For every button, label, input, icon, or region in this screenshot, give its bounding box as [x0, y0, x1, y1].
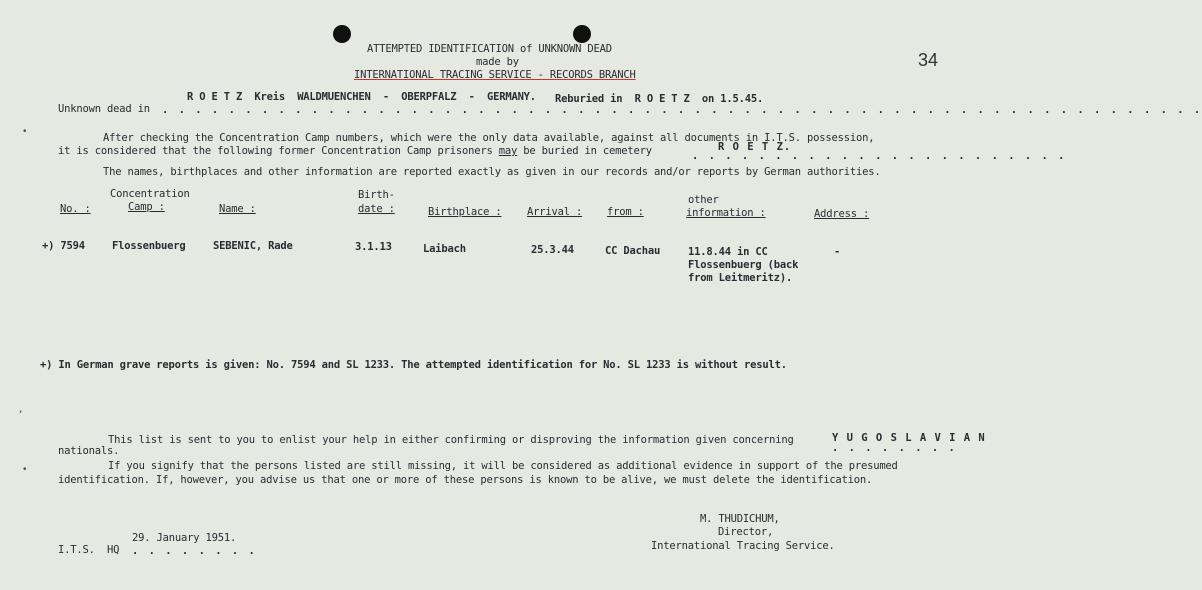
document-page: 34 ATTEMPTED IDENTIFICATION of UNKNOWN DEAD made by INTERNATIONAL TRACING SERVICE - RECORDS BRANCH R O E T Z Kreis WALDMUENCHEN - OBERPFALZ - GERMANY. Reburied in R O E T Z on 1.5.45. Unknown dead in . . . . . . . . . . . . . . . . . . . . . . . . . . . . . . . . . . . . . . . . . . . . . . . . . . . . . . . . . . . . . . . • After checking the Concentration Camp numbers, which were the only data available, against all documents in I.T.S. possession, it is considered that the following former Concentration Camp prisoners may be buried in cemetery R O E T Z. . . . . . . . . . . . . . . . . . . . . . . . The names, birthplaces and other information are reported exactly as given in our records and/or reports by German authorities. Concentration Birth- other No. : Camp : Name : date : Birthplace : Arrival : from : information : Address : +) 7594 Flossenbuerg SEBENIC, Rade 3.1.13 Laibach 25.3.44 CC Dachau 11.8.44 in CC Flossenbuerg (back from Leitmeritz). - +) In German grave reports is given: No. 7594 and SL 1233. The attempted identification for No. SL 1233 is without result. , • This list is sent to you to enlist your help in either confirming or disproving the information given concerning Y U G O S L A V I A N . . . . . . . . nationals. If you signify that the persons listed are still missing, it will be considered as additional evidence in support of the presumed identification. If, however, you advise us that one or more of these persons is known to be alive, we must delete the identification. 29. January 1951. I.T.S. HQ . . . . . . . . M. THUDICHUM, Director, International Tracing Service. [0, 0, 1000, 590]
header-from: from : [607, 206, 644, 218]
header-birth-top: Birth- [358, 189, 395, 201]
row-name: SEBENIC, Rade [213, 240, 293, 252]
punch-hole-right [573, 25, 591, 43]
header-other-top: other [688, 194, 719, 206]
dotted-leader-4: . . . . . . . . [132, 545, 257, 557]
page-number: 34 [918, 50, 939, 70]
doc-title: ATTEMPTED IDENTIFICATION of UNKNOWN DEAD [367, 43, 612, 55]
closing-line2: If you signify that the persons listed are still missing, it will be considered as additional evidence in support of the presumed [108, 460, 898, 472]
intro-line1: After checking the Concentration Camp numbers, which were the only data available, against all documents in I.T.S. possession, [103, 132, 875, 144]
signer-service: International Tracing Service. [651, 540, 835, 552]
footnote: +) In German grave reports is given: No. 7594 and SL 1233. The attempted identification for No. SL 1233 is without result. [40, 359, 787, 371]
org-name: INTERNATIONAL TRACING SERVICE - RECORDS BRANCH [354, 69, 636, 81]
signer-name: M. THUDICHUM, [700, 513, 780, 525]
header-camp-top: Concentration [110, 188, 190, 200]
header-birthdate: date : [358, 203, 395, 215]
unknown-dead-label: Unknown dead in [58, 103, 150, 115]
header-camp: Camp : [128, 201, 165, 213]
header-other: information : [686, 207, 766, 219]
header-birthplace: Birthplace : [428, 206, 502, 218]
its-hq: I.T.S. HQ [58, 544, 120, 556]
made-by: made by [476, 56, 519, 68]
row-address: - [834, 246, 841, 258]
row-info-1: 11.8.44 in CC [688, 246, 768, 258]
header-name: Name : [219, 203, 256, 215]
row-arrival: 25.3.44 [531, 244, 574, 256]
row-birthplace: Laibach [423, 243, 466, 255]
header-address: Address : [814, 208, 870, 220]
row-info-3: from Leitmeritz). [688, 272, 793, 284]
row-info-2: Flossenbuerg (back [688, 259, 799, 271]
signer-role: Director, [718, 526, 774, 538]
punch-hole-left [333, 25, 351, 43]
row-from: CC Dachau [605, 245, 661, 257]
row-no: +) 7594 [42, 240, 85, 252]
closing-nationals: nationals. [58, 445, 120, 457]
intro-line3: The names, birthplaces and other information are reported exactly as given in our records and/or reports by German authorities. [103, 166, 881, 178]
doc-date: 29. January 1951. [132, 532, 237, 544]
dotted-leader-2: . . . . . . . . . . . . . . . . . . . . . . . [692, 150, 1067, 162]
location-place: R O E T Z Kreis WALDMUENCHEN - OBERPFALZ - GERMANY. [187, 91, 536, 103]
cemetery-name: R O E T Z. [718, 141, 792, 153]
nationality: Y U G O S L A V I A N [832, 432, 986, 444]
intro-line2: it is considered that the following former Concentration Camp prisoners may be buried in cemetery [58, 145, 652, 157]
closing-line3: identification. If, however, you advise us that one or more of these persons is known to be alive, we must delete the identification. [58, 474, 873, 486]
row-camp: Flossenbuerg [112, 240, 186, 252]
reburied-text: Reburied in R O E T Z on 1.5.45. [555, 93, 764, 105]
header-arrival: Arrival : [527, 206, 583, 218]
row-birthdate: 3.1.13 [355, 241, 392, 253]
dotted-leader-3: . . . . . . . . [832, 442, 957, 454]
closing-line1: This list is sent to you to enlist your help in either confirming or disproving the information given concerning [108, 434, 794, 446]
header-no: No. : [60, 203, 91, 215]
dotted-leader: . . . . . . . . . . . . . . . . . . . . . . . . . . . . . . . . . . . . . . . . . . . . . . . . . . . . . . . . . . . . . . . [162, 104, 1202, 116]
